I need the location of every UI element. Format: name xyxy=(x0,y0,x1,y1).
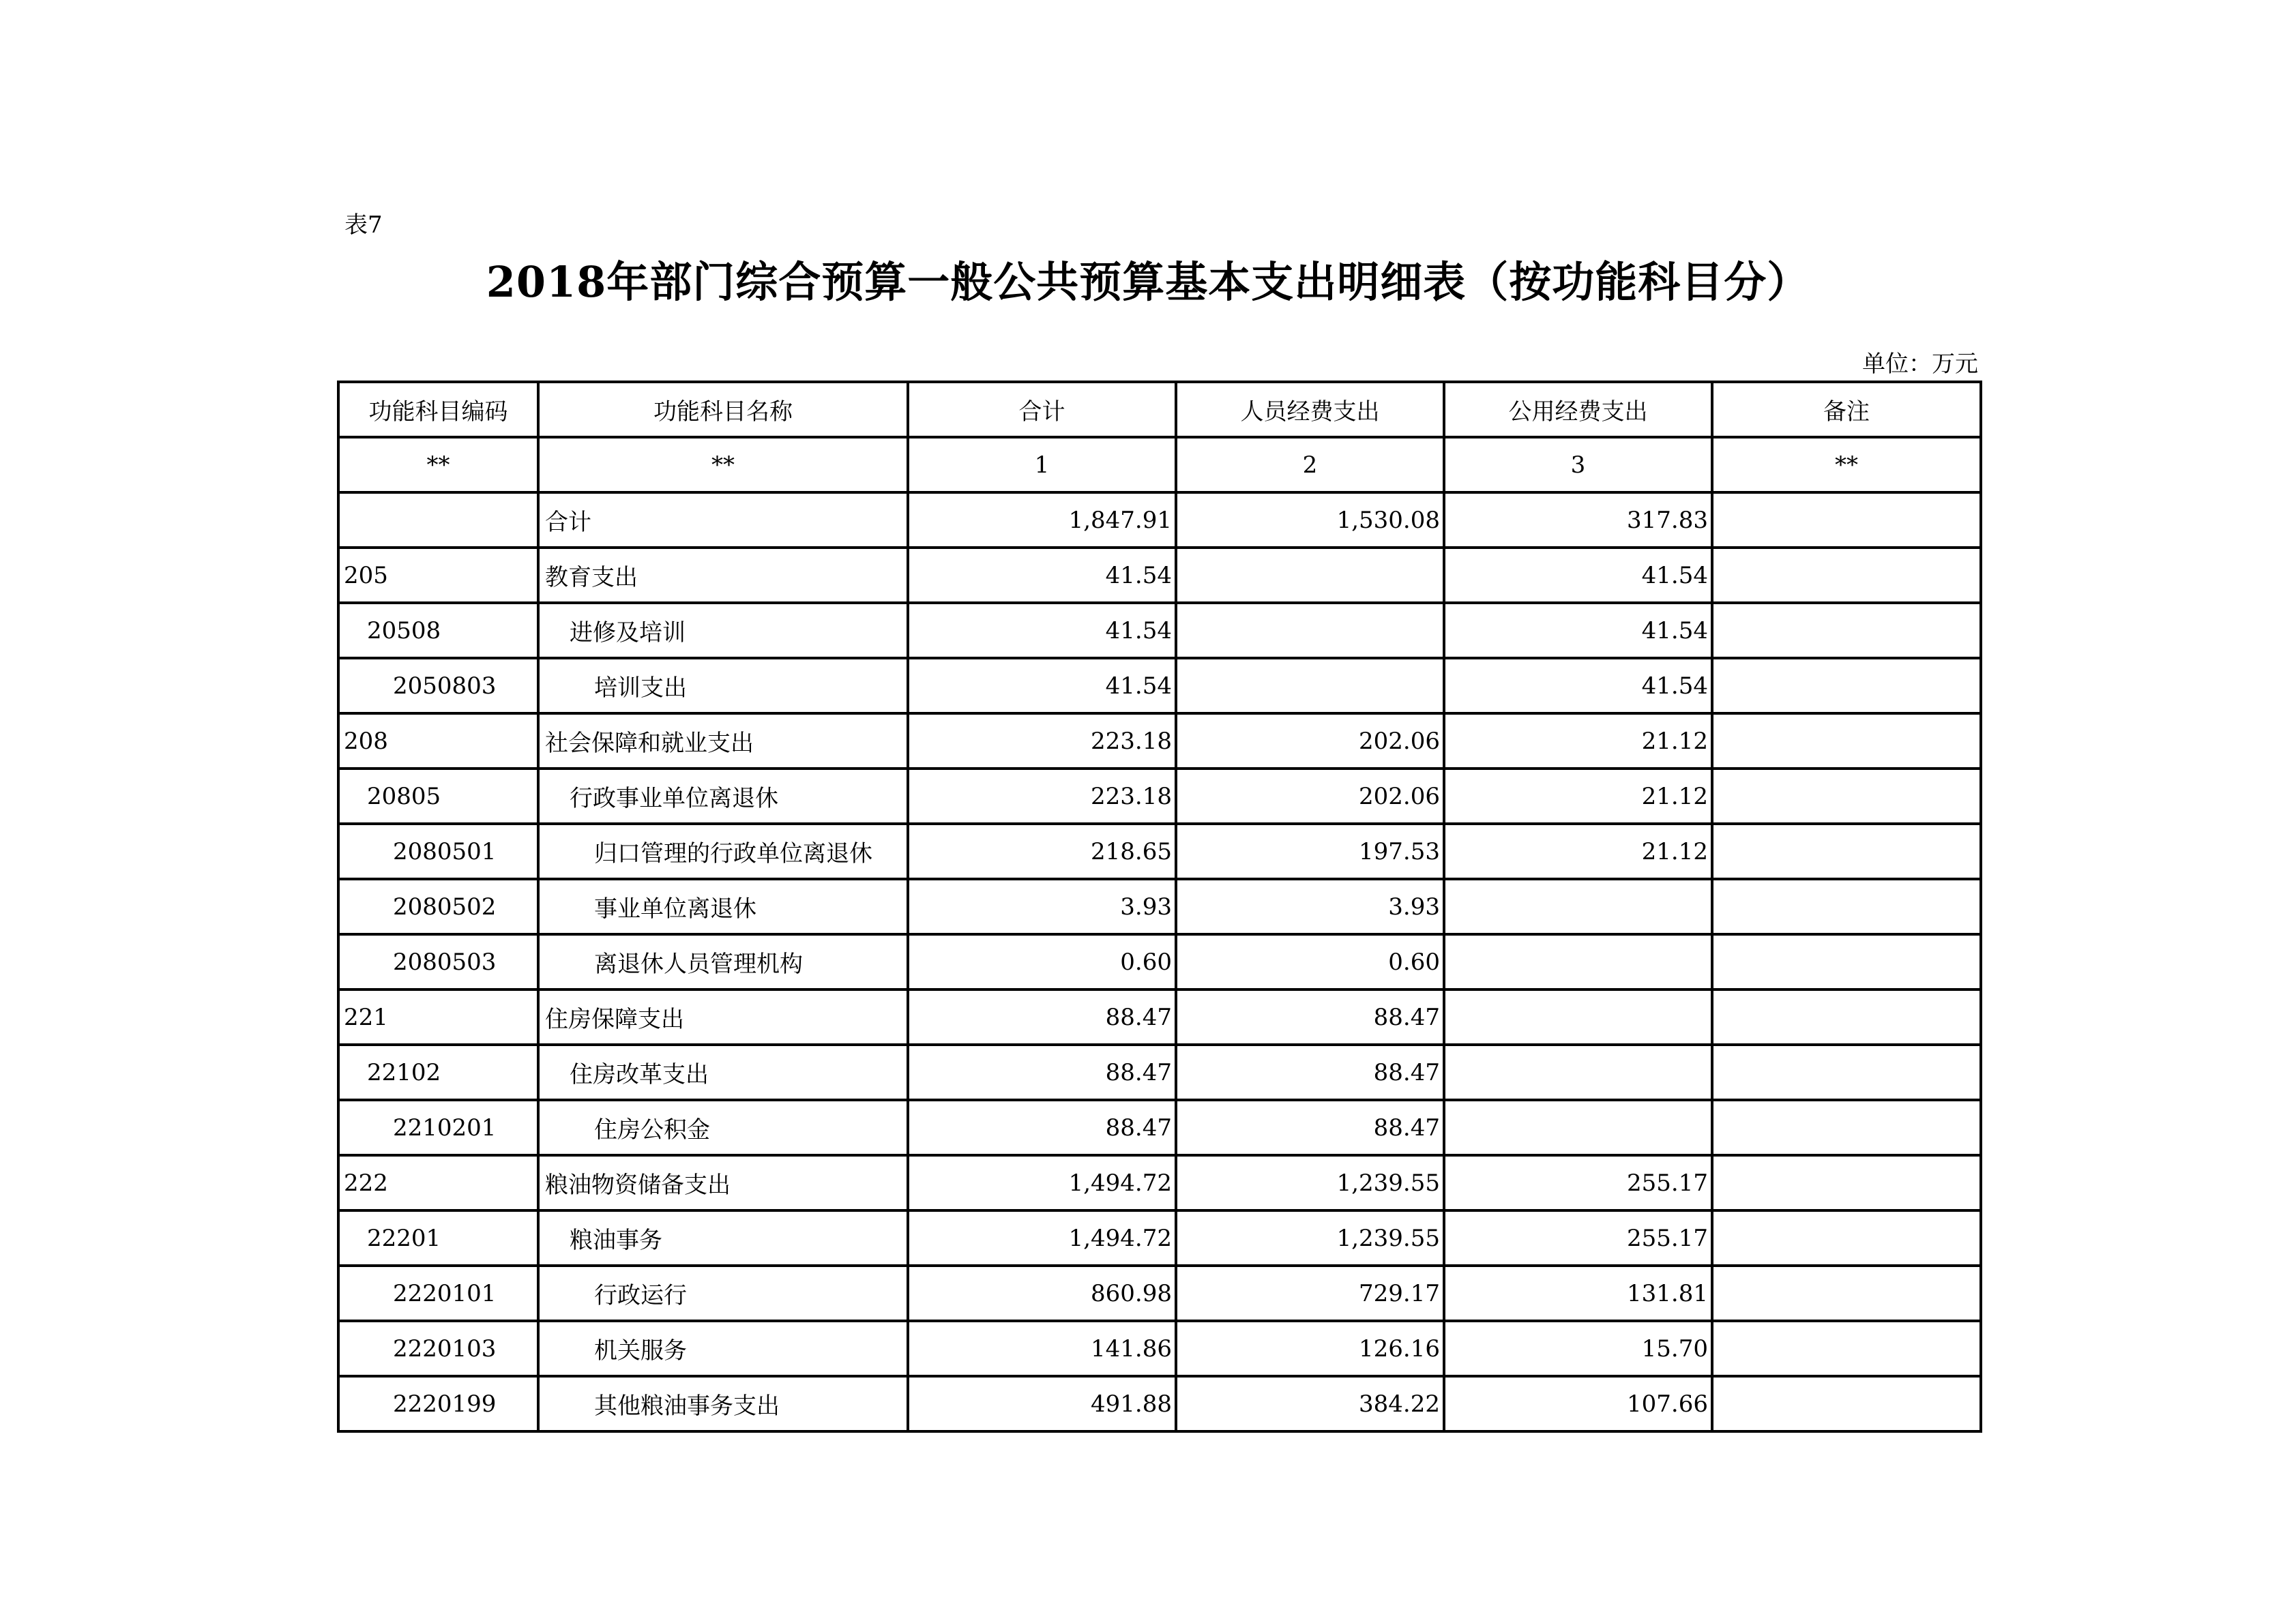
name-cell: 离退休人员管理机构 xyxy=(538,934,908,989)
code-cell: 22201 xyxy=(338,1210,538,1266)
name-cell: 住房改革支出 xyxy=(538,1045,908,1100)
table-row xyxy=(338,1376,1981,1431)
code-cell: 221 xyxy=(338,989,538,1045)
total-cell: 1,847.91 xyxy=(908,492,1176,548)
index-cell: ** xyxy=(338,437,538,492)
name-cell: 粮油事务 xyxy=(538,1210,908,1266)
total-cell: 88.47 xyxy=(908,1045,1176,1100)
personnel-cell: 197.53 xyxy=(1176,824,1444,879)
page-title: 2018年部门综合预算一般公共预算基本支出明细表（按功能科目分） xyxy=(486,257,1810,307)
table-number-label: 表7 xyxy=(344,211,383,239)
personnel-cell: 384.22 xyxy=(1176,1376,1444,1431)
total-cell: 88.47 xyxy=(908,1100,1176,1155)
name-cell: 住房保障支出 xyxy=(538,989,908,1045)
public-cell: 21.12 xyxy=(1444,713,1712,769)
name-cell: 合计 xyxy=(538,492,908,548)
total-cell: 41.54 xyxy=(908,603,1176,658)
table-header xyxy=(338,382,1981,437)
note-cell xyxy=(1712,1266,1981,1321)
table-row xyxy=(338,548,1981,603)
code-cell: 208 xyxy=(338,713,538,769)
public-cell: 255.17 xyxy=(1444,1155,1712,1210)
public-cell xyxy=(1444,989,1712,1045)
index-row xyxy=(338,437,1981,492)
table-row xyxy=(338,1155,1981,1210)
personnel-cell: 1,239.55 xyxy=(1176,1155,1444,1210)
public-cell: 131.81 xyxy=(1444,1266,1712,1321)
note-cell xyxy=(1712,1045,1981,1100)
note-cell xyxy=(1712,658,1981,713)
public-cell xyxy=(1444,1045,1712,1100)
name-cell: 行政运行 xyxy=(538,1266,908,1321)
code-cell: 205 xyxy=(338,548,538,603)
public-cell: 21.12 xyxy=(1444,769,1712,824)
name-cell: 事业单位离退休 xyxy=(538,879,908,934)
name-cell: 教育支出 xyxy=(538,548,908,603)
personnel-cell: 0.60 xyxy=(1176,934,1444,989)
note-cell xyxy=(1712,492,1981,548)
index-cell: 1 xyxy=(908,437,1176,492)
note-cell xyxy=(1712,713,1981,769)
name-cell: 其他粮油事务支出 xyxy=(538,1376,908,1431)
code-cell: 2220199 xyxy=(338,1376,538,1431)
personnel-cell: 202.06 xyxy=(1176,713,1444,769)
code-cell: 2220101 xyxy=(338,1266,538,1321)
total-cell: 1,494.72 xyxy=(908,1210,1176,1266)
personnel-cell: 202.06 xyxy=(1176,769,1444,824)
table-row xyxy=(338,1266,1981,1321)
index-cell: ** xyxy=(538,437,908,492)
total-cell: 223.18 xyxy=(908,769,1176,824)
public-cell xyxy=(1444,879,1712,934)
name-cell: 归口管理的行政单位离退休 xyxy=(538,824,908,879)
header-personnel: 人员经费支出 xyxy=(1176,382,1444,437)
total-cell: 88.47 xyxy=(908,989,1176,1045)
table-body xyxy=(338,437,1981,1431)
total-cell: 41.54 xyxy=(908,658,1176,713)
table-row xyxy=(338,1321,1981,1376)
personnel-cell xyxy=(1176,548,1444,603)
name-cell: 培训支出 xyxy=(538,658,908,713)
code-cell: 222 xyxy=(338,1155,538,1210)
note-cell xyxy=(1712,603,1981,658)
note-cell xyxy=(1712,989,1981,1045)
personnel-cell: 3.93 xyxy=(1176,879,1444,934)
table-row xyxy=(338,879,1981,934)
note-cell xyxy=(1712,1155,1981,1210)
header-total: 合计 xyxy=(908,382,1176,437)
public-cell: 317.83 xyxy=(1444,492,1712,548)
public-cell: 41.54 xyxy=(1444,603,1712,658)
personnel-cell: 126.16 xyxy=(1176,1321,1444,1376)
header-row xyxy=(338,382,1981,437)
index-cell: ** xyxy=(1712,437,1981,492)
table-row xyxy=(338,492,1981,548)
table-row xyxy=(338,989,1981,1045)
note-cell xyxy=(1712,769,1981,824)
total-cell: 141.86 xyxy=(908,1321,1176,1376)
table-row xyxy=(338,769,1981,824)
code-cell: 2220103 xyxy=(338,1321,538,1376)
note-cell xyxy=(1712,934,1981,989)
note-cell xyxy=(1712,1210,1981,1266)
note-cell xyxy=(1712,824,1981,879)
name-cell: 社会保障和就业支出 xyxy=(538,713,908,769)
note-cell xyxy=(1712,1376,1981,1431)
note-cell xyxy=(1712,548,1981,603)
code-cell xyxy=(338,492,538,548)
table-row xyxy=(338,658,1981,713)
personnel-cell: 729.17 xyxy=(1176,1266,1444,1321)
note-cell xyxy=(1712,1100,1981,1155)
total-cell: 3.93 xyxy=(908,879,1176,934)
table-row xyxy=(338,1100,1981,1155)
note-cell xyxy=(1712,1321,1981,1376)
personnel-cell xyxy=(1176,603,1444,658)
total-cell: 1,494.72 xyxy=(908,1155,1176,1210)
public-cell: 107.66 xyxy=(1444,1376,1712,1431)
code-cell: 20805 xyxy=(338,769,538,824)
code-cell: 2050803 xyxy=(338,658,538,713)
table-row xyxy=(338,713,1981,769)
table-row xyxy=(338,824,1981,879)
index-cell: 3 xyxy=(1444,437,1712,492)
public-cell: 15.70 xyxy=(1444,1321,1712,1376)
personnel-cell xyxy=(1176,658,1444,713)
header-code: 功能科目编码 xyxy=(338,382,538,437)
public-cell: 255.17 xyxy=(1444,1210,1712,1266)
personnel-cell: 88.47 xyxy=(1176,989,1444,1045)
code-cell: 2210201 xyxy=(338,1100,538,1155)
personnel-cell: 1,239.55 xyxy=(1176,1210,1444,1266)
table-row xyxy=(338,1210,1981,1266)
table-row xyxy=(338,1045,1981,1100)
public-cell: 41.54 xyxy=(1444,548,1712,603)
unit-label: 单位：万元 xyxy=(1862,351,1978,378)
total-cell: 860.98 xyxy=(908,1266,1176,1321)
public-cell xyxy=(1444,934,1712,989)
total-cell: 218.65 xyxy=(908,824,1176,879)
name-cell: 行政事业单位离退休 xyxy=(538,769,908,824)
name-cell: 机关服务 xyxy=(538,1321,908,1376)
personnel-cell: 1,530.08 xyxy=(1176,492,1444,548)
name-cell: 住房公积金 xyxy=(538,1100,908,1155)
header-name: 功能科目名称 xyxy=(538,382,908,437)
public-cell: 21.12 xyxy=(1444,824,1712,879)
note-cell xyxy=(1712,879,1981,934)
total-cell: 223.18 xyxy=(908,713,1176,769)
name-cell: 粮油物资储备支出 xyxy=(538,1155,908,1210)
header-public: 公用经费支出 xyxy=(1444,382,1712,437)
budget-table xyxy=(337,381,1982,1433)
table-row xyxy=(338,603,1981,658)
name-cell: 进修及培训 xyxy=(538,603,908,658)
code-cell: 2080502 xyxy=(338,879,538,934)
table-row xyxy=(338,934,1981,989)
index-cell: 2 xyxy=(1176,437,1444,492)
personnel-cell: 88.47 xyxy=(1176,1045,1444,1100)
total-cell: 491.88 xyxy=(908,1376,1176,1431)
public-cell: 41.54 xyxy=(1444,658,1712,713)
public-cell xyxy=(1444,1100,1712,1155)
code-cell: 2080501 xyxy=(338,824,538,879)
code-cell: 2080503 xyxy=(338,934,538,989)
personnel-cell: 88.47 xyxy=(1176,1100,1444,1155)
total-cell: 41.54 xyxy=(908,548,1176,603)
header-note: 备注 xyxy=(1712,382,1981,437)
code-cell: 22102 xyxy=(338,1045,538,1100)
code-cell: 20508 xyxy=(338,603,538,658)
total-cell: 0.60 xyxy=(908,934,1176,989)
